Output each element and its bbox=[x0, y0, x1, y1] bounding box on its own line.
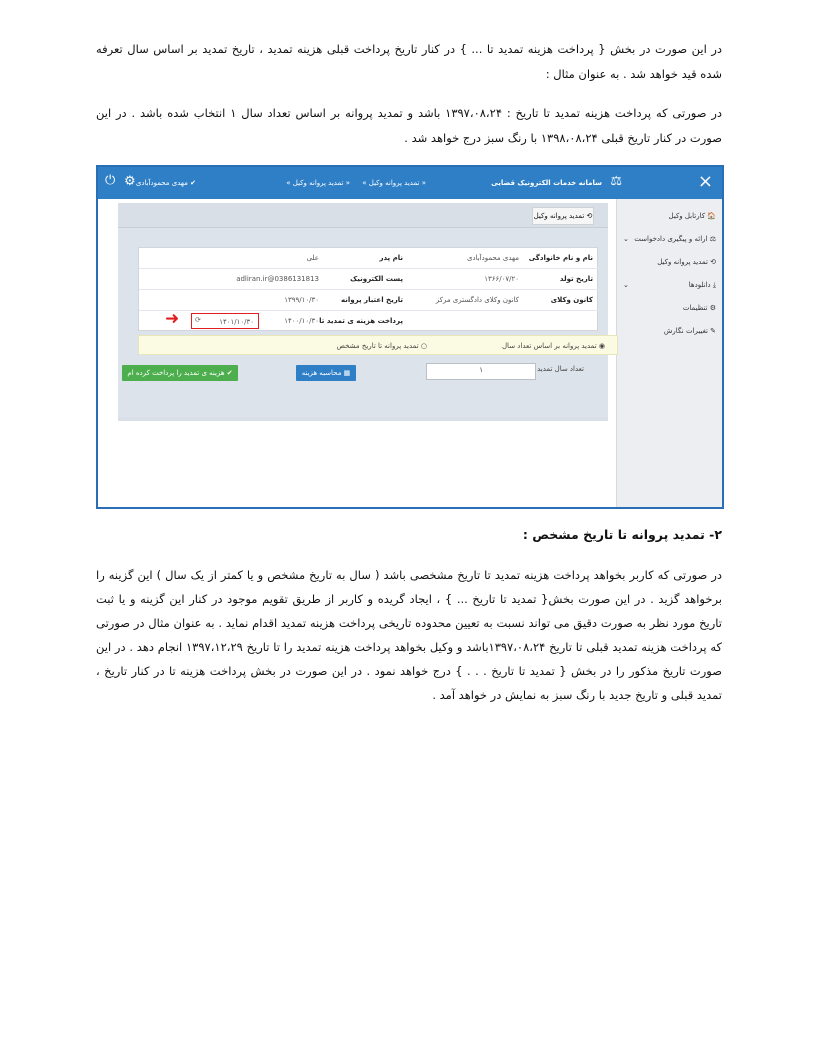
sidebar-item-label: 🏠 کارتابل وکیل bbox=[668, 212, 716, 220]
gear-icon[interactable]: ⚙ bbox=[124, 174, 136, 189]
years-input[interactable] bbox=[426, 363, 536, 380]
sidebar bbox=[616, 199, 722, 507]
paid-until-value: ۱۴۰۰/۱۰/۳۰ bbox=[284, 317, 319, 325]
section-heading: ۲- تمدید پروانه تا تاریخ مشخص : bbox=[522, 527, 722, 542]
app-header bbox=[98, 167, 722, 199]
embedded-screenshot bbox=[96, 165, 724, 509]
renewal-mode-options bbox=[138, 335, 618, 355]
intro-paragraph: در این صورت در بخش { پرداخت هزینه تمدید تا ... } در کنار تاریخ پرداخت قبلی هزینه تمدید ، تاریخ تمدید بر اساس سال تعرفه شده قید خواهد شد . به عنوان مثال : bbox=[96, 42, 722, 81]
sidebar-item-petition[interactable] bbox=[617, 228, 722, 251]
sidebar-item-cartable[interactable] bbox=[617, 205, 722, 228]
table-row bbox=[139, 248, 599, 269]
tab-renewal[interactable]: ⟲ تمدید پروانه وکیل bbox=[532, 207, 594, 225]
sidebar-item-downloads[interactable] bbox=[617, 274, 722, 297]
bar-association-label: کانون وکلای bbox=[550, 296, 593, 304]
sidebar-item-label: ⟲ تمدید پروانه وکیل bbox=[657, 258, 716, 266]
chevron-down-icon: ⌄ bbox=[623, 235, 629, 243]
calculate-fee-button[interactable]: ▦ محاسبه هزینه bbox=[296, 365, 356, 381]
paid-until-label: پرداخت هزینه ی تمدید تا bbox=[319, 317, 403, 325]
birth-date-value: ۱۳۶۶/۰۷/۲۰ bbox=[484, 275, 519, 283]
breadcrumb-item[interactable]: « تمدید پروانه وکیل » bbox=[362, 179, 426, 187]
refresh-icon[interactable]: ⟳ bbox=[195, 316, 201, 324]
license-validity-value: ۱۳۹۹/۱۰/۳۰ bbox=[284, 296, 319, 304]
sidebar-item-label: ⤓ دانلودها bbox=[688, 281, 716, 289]
main-panel bbox=[118, 203, 608, 421]
sidebar-item-label: ✎ تغییرات نگارش bbox=[663, 327, 716, 335]
table-row bbox=[139, 311, 599, 332]
fee-paid-button[interactable]: ✔ هزینه ی تمدید را پرداخت کرده ام bbox=[122, 365, 238, 381]
chevron-down-icon: ⌄ bbox=[623, 281, 629, 289]
scales-logo-icon: ⚖ bbox=[610, 174, 622, 189]
sidebar-item-changes[interactable] bbox=[617, 320, 722, 343]
red-arrow-icon: ➜ bbox=[165, 309, 180, 329]
app-title: سامانه خدمات الکترونیک قضایی bbox=[491, 179, 602, 187]
years-label: تعداد سال تمدید bbox=[537, 365, 584, 373]
table-row bbox=[139, 290, 599, 311]
sidebar-item-renewal[interactable] bbox=[617, 251, 722, 274]
father-name-value: علی bbox=[306, 254, 319, 262]
breadcrumb-item[interactable]: « تمدید پروانه وکیل » bbox=[286, 179, 350, 187]
close-icon[interactable]: × bbox=[697, 171, 713, 192]
new-date-value: ۱۴۰۱/۱۰/۳۰ bbox=[219, 318, 254, 326]
email-label: پست الکترونیک bbox=[350, 275, 403, 283]
full-name-label: نام و نام خانوادگی bbox=[528, 254, 593, 262]
email-value: adliran.ir@0386131813 bbox=[236, 275, 319, 283]
father-name-label: نام پدر bbox=[379, 254, 403, 262]
years-value: ۱ bbox=[479, 366, 483, 374]
table-row bbox=[139, 269, 599, 290]
renew-until-date-radio[interactable]: ○ تمدید پروانه تا تاریخ مشخص bbox=[336, 342, 427, 350]
sidebar-item-label: ⚙ تنظیمات bbox=[682, 304, 716, 312]
full-name-value: مهدی محمودآبادی bbox=[466, 254, 519, 262]
user-menu[interactable]: ✔ مهدی محمودآبادی bbox=[135, 179, 196, 187]
bar-association-value: کانون وکلای دادگستری مرکز bbox=[435, 296, 519, 304]
sidebar-item-label: ⚖ ارائه و پیگیری دادخواست bbox=[634, 235, 716, 243]
birth-date-label: تاریخ تولد bbox=[559, 275, 593, 283]
renew-by-years-radio[interactable]: ◉ تمدید پروانه بر اساس تعداد سال bbox=[501, 342, 605, 350]
power-icon[interactable]: ⏻ bbox=[105, 173, 116, 188]
section-paragraph: در صورتی که کاربر بخواهد پرداخت هزینه تمدید تا تاریخ مشخصی باشد ( سال به تاریخ مشخص و یا کمتر از یک سال ) این گزینه را برخواهد گزید . در این صورت بخش{ تمدید تا تاریخ ... } ، ایجاد گریده و کاربر از طریق تقویم موجود در کنار این گزینه و یا ثبت تاریخ مورد نظر به صورت دقیق می تواند نسبت به تعیین محدوده تاریخی پرداخت هزینه تمدید اقدام نماید . به عنوان مثال در صورتی که پرداخت هزینه تمدید قبلی تا تاریخ ۱۳۹۷،۰۸،۲۴باشد و وکیل بخواهد پرداخت هزینه تمدید را تا تاریخ ۱۳۹۷،۱۲،۲۹ انجام دهد . در این صورت تاریخ مذکور را در بخش { تمدید تا تاریخ . . . } درج خواهد نمود . در این صورت در بخش پرداخت هزینه تا در کنار تاریخ ، تمدید قبلی و تاریخ جدید با رنگ سبز به نمایش در خواهد آمد . bbox=[96, 568, 722, 702]
sidebar-item-settings[interactable] bbox=[617, 297, 722, 320]
lawyer-info-table bbox=[138, 247, 598, 331]
example-paragraph: در صورتی که پرداخت هزینه تمدید تا تاریخ : ۱۳۹۷،۰۸،۲۴ باشد و تمدید پروانه بر اساس تعداد سال ۱ انتخاب شده باشد . در این صورت در کنار تاریخ قبلی ۱۳۹۸،۰۸،۲۴ با رنگ سبز درج خواهد شد . bbox=[96, 106, 722, 145]
license-validity-label: تاریخ اعتبار پروانه bbox=[341, 296, 403, 304]
new-date-highlight bbox=[191, 313, 259, 329]
